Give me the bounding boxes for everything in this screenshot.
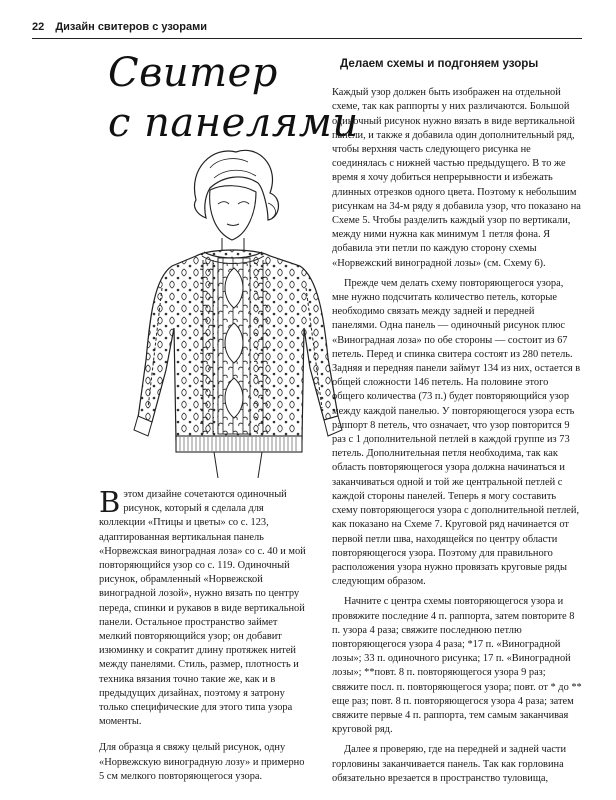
intro-paragraph <box>99 485 309 729</box>
right-paragraph-4: Далее я проверяю, где на передней и задней части горловины заканчивается панель. Так как горловина обязательно врезается в пространство туловища, <box>332 744 567 784</box>
title-line-1: Свитер <box>108 50 278 96</box>
face-shape <box>210 186 256 240</box>
header-rule <box>32 38 582 39</box>
left-paragraph-2: Для образца я свяжу целый рисунок, одну «Норвежскую виноградную лозу» и примерно 5 см мелкого повторяющегося узора. <box>99 742 305 782</box>
right-paragraph-1: Каждый узор должен быть изображен на отдельной схеме, так как раппорты у них различаются. Большой одиночный рисунок нужно вязать в виде вертикальной панели, и также я добавила один дополнительный ряд, чтобы верхняя часть следующего рисунка не соединялась с нижней частью предыдущего. В то же время я хочу добиться непрерывности и избежать длинных отрезков одного цвета. Поэтому к небольшим рисункам на 34-м ряду я добавила узор, что показано на Схеме 5. Чтобы разделить каждый узор по вертикали, между ними нужна как минимум 1 петля фона. Я добавила эти петли по каждую сторону схемы «Норвежский виноградной лозы» (см. Схему 6). <box>332 87 581 269</box>
intro-text: этом дизайне сочетаются одиночный рисунок, который я сделала для коллекции «Птицы и цветы» со с. 123, адаптированная вертикальная панель «Норвежская виноградная лоза» со с. 40 и мой повторяющийся узор со с. 119. Одиночный рисунок, обрамленный «Норвежской виноградной лозой», нужно вязать по центру переда, спинки и рукавов в виде вертикальной панели. Остальное пространство займет мелкий повторяющийся узор; он добавит изюминку и сократит длину протяжек нитей между панелями. Стиль, размер, плотность и техника вязания точно такие же, как и в предыдущих дизайнах, поэтому я затрону только специфические для этого типа узора моменты. <box>99 489 306 728</box>
section-heading: Делаем схемы и подгоняем узоры <box>340 57 539 70</box>
page-number: 22 <box>32 21 45 33</box>
left-column <box>99 485 309 796</box>
right-paragraph-2: Прежде чем делать схему повторяющегося узора, мне нужно подсчитать количество петель, которые необходимо связать между задней и передней панелями. Одна панель — одиночный рисунок плюс «Виноградная лоза» по обе стороны — состоит из 67 петель. Перед и спинка свитера состоят из 280 петель. Задняя и передняя панели займут 134 из них, остается в общей сложности 146 петель. На половине этого общего количества (73 п.) будет повторяющийся узор между каждой панелью. У повторяющегося узора есть раппорт 8 петель, что означает, что узор повторится 9 раз с 1 дополнительной петлей в каждой группе из 73 петель. Дополнительная петля необходима, так как область повторяющегося узора должна начинаться и заканчиваться одной и той же центральной петлей с каждой стороны панелей. Теперь я могу составить схему повторяющегося узора с дополнительной петлей, как показано на Схеме 7. Круговой ряд начинается от первой петли шва, находящейся по центру области повторяющегося узора. Поэтому для правильного расположения узора нужно провязать круговые ряды следующим образом. <box>332 277 581 588</box>
page-title <box>108 48 359 148</box>
drop-cap: В <box>99 485 121 519</box>
sweater-illustration <box>118 148 348 478</box>
section-title: Дизайн свитеров с узорами <box>55 21 208 33</box>
right-paragraph-3: Начните с центра схемы повторяющегося узора и провяжите последние 4 п. раппорта, затем повторите 8 п. узора 4 раза; свяжите последнюю петлю повторяющегося узора 4 раза; *17 п. «Виноградной лозы»; 33 п. одиночного рисунка; 17 п. «Виноградной лозы»; **повт. 8 п. повторяющегося узора 9 раз; свяжите посл. п. повторяющегося узора; повт. от * до ** еще раз; повт. 8 п. повторяющегося узора 4 раза; затем свяжите первые 4 п. раппорта, тем самым заканчивая круговой ряд. <box>332 596 582 736</box>
right-column <box>332 57 582 792</box>
title-line-2: с панелями <box>108 100 359 146</box>
running-header <box>32 21 207 33</box>
